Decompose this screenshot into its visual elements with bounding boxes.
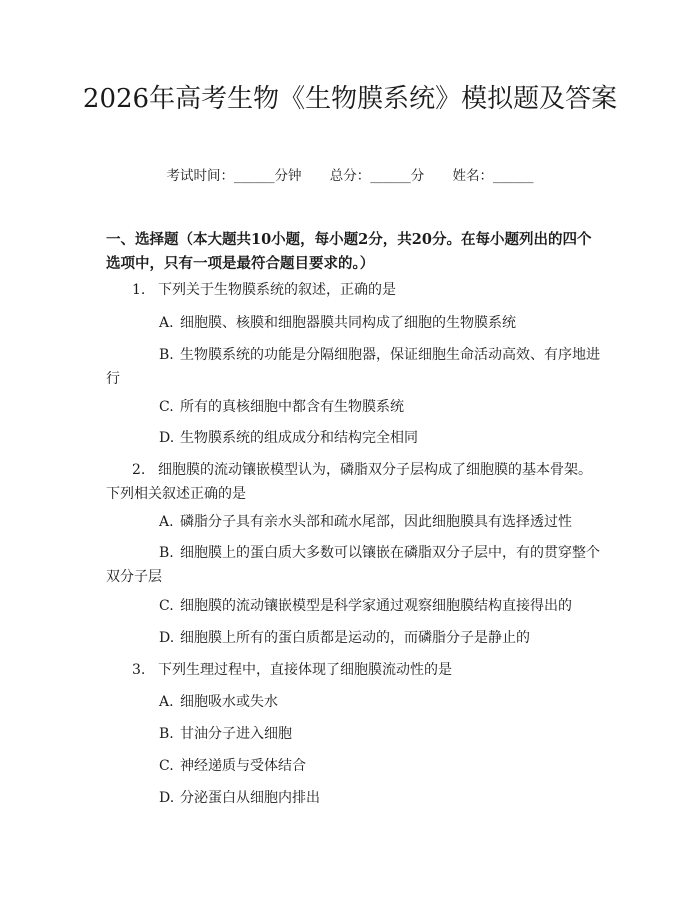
option-text: 细胞膜上的蛋白质大多数可以镶嵌在磷脂双分子层中，有的贯穿整个双分子层 xyxy=(106,545,600,585)
question-3-option-d xyxy=(106,786,601,810)
option-text: 甘油分子进入细胞 xyxy=(180,726,292,742)
question-1-stem xyxy=(106,278,601,302)
total-score-label: 总分： xyxy=(329,168,371,184)
option-letter: C. xyxy=(159,399,174,415)
question-1-option-a xyxy=(106,311,601,335)
option-text: 生物膜系统的组成成分和结构完全相同 xyxy=(180,430,418,446)
section-heading: 一、选择题（本大题共10小题，每小题2分，共20分。在每小题列出的四个选项中，只有一项是最符合题目要求的。） xyxy=(106,231,592,272)
option-letter: D. xyxy=(159,630,175,646)
option-text: 磷脂分子具有亲水头部和疏水尾部，因此细胞膜具有选择透过性 xyxy=(180,514,572,530)
option-letter: C. xyxy=(159,758,174,774)
name-label: 姓名： xyxy=(452,168,494,184)
question-2-option-a xyxy=(106,510,601,534)
option-letter: A. xyxy=(159,514,174,530)
option-text: 分泌蛋白从细胞内排出 xyxy=(180,790,320,806)
option-text: 生物膜系统的功能是分隔细胞器，保证细胞生命活动高效、有序地进行 xyxy=(106,347,600,387)
total-score-blank: ______ xyxy=(370,168,411,184)
question-2-number: 2. xyxy=(132,462,146,478)
exam-time-unit: 分钟 xyxy=(274,168,302,184)
exam-info-line xyxy=(0,165,700,187)
question-2-option-d xyxy=(106,626,601,650)
question-3-option-b xyxy=(106,722,601,746)
question-3-text: 下列生理过程中，直接体现了细胞膜流动性的是 xyxy=(158,662,452,678)
option-text: 细胞吸水或失水 xyxy=(180,694,278,710)
page-title: 2026年高考生物《生物膜系统》模拟题及答案 xyxy=(82,84,618,114)
option-text: 所有的真核细胞中都含有生物膜系统 xyxy=(180,399,404,415)
option-letter: A. xyxy=(159,315,174,331)
name-blank: ______ xyxy=(493,168,534,184)
question-3-option-a xyxy=(106,690,601,714)
total-score-unit: 分 xyxy=(410,168,425,184)
exam-time-label: 考试时间： xyxy=(166,168,234,184)
question-1-text: 下列关于生物膜系统的叙述，正确的是 xyxy=(158,282,396,298)
option-letter: C. xyxy=(159,598,174,614)
option-text: 细胞膜的流动镶嵌模型是科学家通过观察细胞膜结构直接得出的 xyxy=(180,598,572,614)
name-field xyxy=(453,168,534,184)
question-2-stem xyxy=(106,458,601,506)
question-1-option-b xyxy=(106,343,601,391)
question-3-option-c xyxy=(106,754,601,778)
exam-time-field xyxy=(166,168,301,184)
question-2-text: 细胞膜的流动镶嵌模型认为，磷脂双分子层构成了细胞膜的基本骨架。下列相关叙述正确的是 xyxy=(106,462,592,502)
option-letter: D. xyxy=(159,790,175,806)
question-3-number: 3. xyxy=(132,662,146,678)
option-text: 细胞膜、核膜和细胞器膜共同构成了细胞的生物膜系统 xyxy=(180,315,516,331)
question-1-number: 1. xyxy=(132,282,146,298)
total-score-field xyxy=(330,168,425,184)
option-text: 神经递质与受体结合 xyxy=(180,758,306,774)
question-1-option-d xyxy=(106,426,601,450)
question-2-option-c xyxy=(106,594,601,618)
question-2-option-b xyxy=(106,541,601,589)
option-letter: B. xyxy=(159,347,174,363)
option-letter: B. xyxy=(159,726,174,742)
question-3-stem xyxy=(106,658,601,682)
question-1-option-c xyxy=(106,395,601,419)
option-letter: A. xyxy=(159,694,174,710)
option-letter: B. xyxy=(159,545,174,561)
option-letter: D. xyxy=(159,430,175,446)
option-text: 细胞膜上所有的蛋白质都是运动的，而磷脂分子是静止的 xyxy=(180,630,530,646)
exam-time-blank: ______ xyxy=(233,168,275,184)
